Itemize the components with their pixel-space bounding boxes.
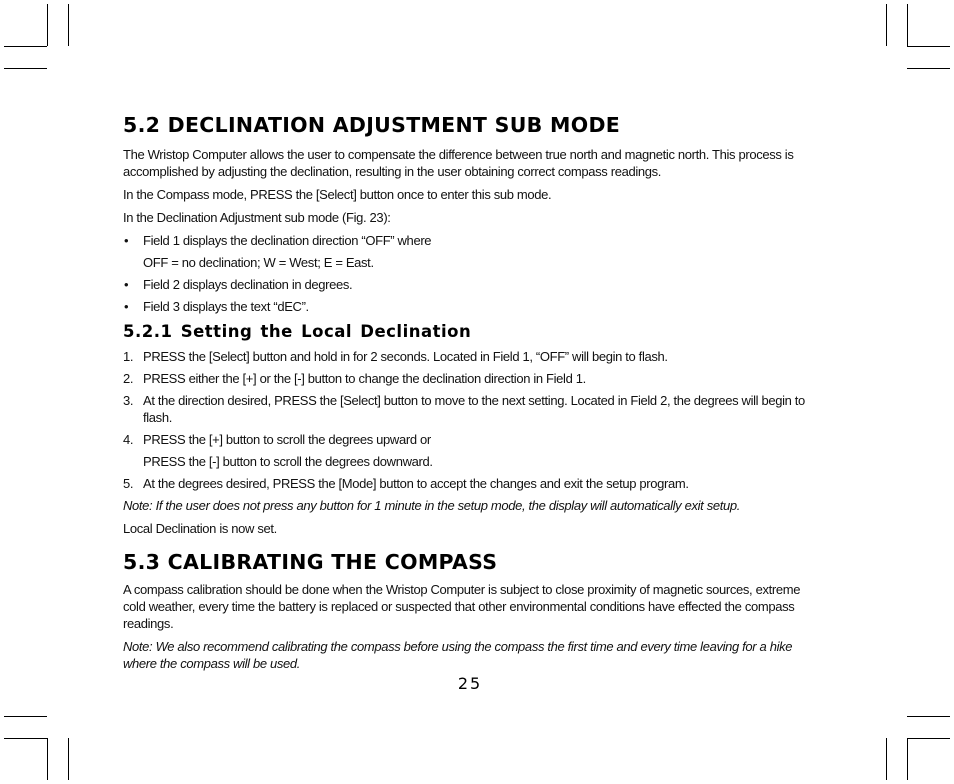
section-5-2-paragraph-1: The Wristop Computer allows the user to compensate the difference between true north and magnetic north. This process is accomplished by adjusting the declination, resulting in the user obtaining correct compass readings.: [123, 147, 794, 179]
step-continuation: PRESS the [-] button to scroll the degrees downward.: [143, 454, 433, 469]
bullet-item: [123, 232, 823, 249]
section-5-2-paragraph-2: In the Compass mode, PRESS the [Select] button once to enter this sub mode.: [123, 187, 552, 202]
section-5-3-heading: 5.3 CALIBRATING THE COMPASS: [123, 550, 498, 574]
list-item: [123, 348, 823, 365]
list-item: [123, 431, 823, 448]
section-5-2-heading: 5.2 DECLINATION ADJUSTMENT SUB MODE: [123, 113, 621, 137]
page-number: 25: [457, 674, 483, 693]
bullet-marker: •: [124, 233, 129, 248]
crop-mark: [4, 46, 47, 47]
bullet-text: Field 1 displays the declination direction “OFF” where: [143, 233, 432, 248]
bullet-item: [123, 276, 823, 293]
bullet-marker: •: [124, 299, 129, 314]
step-text: At the direction desired, PRESS the [Select] button to move to the next setting. Located in Field 2, the degrees will begin to flash.: [143, 393, 805, 425]
step-number: 3.: [123, 393, 134, 408]
crop-mark: [47, 4, 48, 46]
list-item: [123, 475, 823, 492]
crop-mark: [886, 4, 887, 46]
step-text: PRESS the [Select] button and hold in for 2 seconds. Located in Field 1, “OFF” will begin to flash.: [143, 349, 668, 364]
step-text: PRESS either the [+] or the [-] button to change the declination direction in Field 1.: [143, 371, 586, 386]
step-number: 5.: [123, 476, 134, 491]
crop-mark: [4, 68, 47, 69]
step-text: PRESS the [+] button to scroll the degrees upward or: [143, 432, 431, 447]
crop-mark: [68, 4, 69, 46]
calibration-note: Note: We also recommend calibrating the compass before using the compass the first time and every time leaving for a hike where the compass will be used.: [123, 639, 793, 671]
crop-mark: [4, 716, 47, 717]
setup-note: Note: If the user does not press any button for 1 minute in the setup mode, the display will automatically exit setup.: [123, 498, 741, 513]
bullet-text: Field 3 displays the text “dEC”.: [143, 299, 309, 314]
section-5-2-1-heading: 5.2.1 Setting the Local Declination: [123, 322, 472, 341]
step-text: At the degrees desired, PRESS the [Mode] button to accept the changes and exit the setup program.: [143, 476, 689, 491]
page-content: [123, 110, 823, 678]
crop-mark: [907, 68, 950, 69]
crop-mark: [4, 738, 47, 739]
step-number: 1.: [123, 349, 134, 364]
crop-mark: [907, 4, 908, 46]
step-number: 4.: [123, 432, 134, 447]
bullet-text: Field 2 displays declination in degrees.: [143, 277, 353, 292]
crop-mark: [68, 738, 69, 780]
list-item: [123, 392, 823, 426]
list-item: [123, 370, 823, 387]
crop-mark: [886, 738, 887, 780]
crop-mark: [907, 738, 908, 780]
bullet-continuation: OFF = no declination; W = West; E = East.: [143, 255, 374, 270]
bullet-marker: •: [124, 277, 129, 292]
crop-mark: [907, 46, 950, 47]
step-number: 2.: [123, 371, 134, 386]
bullet-item: [123, 298, 823, 315]
section-5-3-paragraph-1: A compass calibration should be done when the Wristop Computer is subject to close proximity of magnetic sources, extreme cold weather, every time the battery is replaced or suspected that other environmental conditions have effected the compass readings.: [123, 582, 801, 631]
closing-text: Local Declination is now set.: [123, 521, 277, 536]
crop-mark: [47, 738, 48, 780]
crop-mark: [907, 716, 950, 717]
section-5-2-paragraph-3: In the Declination Adjustment sub mode (Fig. 23):: [123, 210, 391, 225]
crop-mark: [907, 738, 950, 739]
